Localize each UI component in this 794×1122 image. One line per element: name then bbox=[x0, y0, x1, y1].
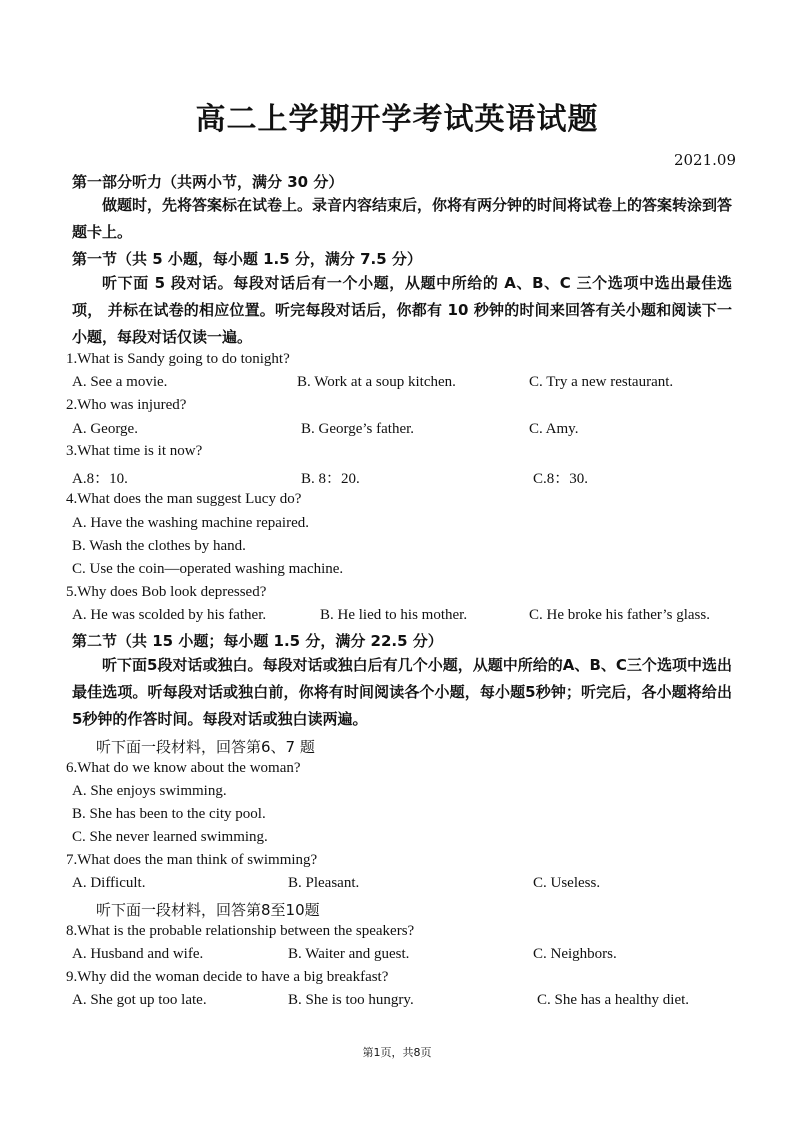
part1-heading: 第一部分听力（共两小节，满分 30 分） bbox=[72, 173, 344, 191]
option-c: C. She never learned swimming. bbox=[72, 829, 268, 845]
option-b: B. Pleasant. bbox=[288, 875, 360, 891]
option-c: C. Useless. bbox=[533, 875, 601, 891]
option-c: C. Amy. bbox=[529, 421, 579, 437]
exam-date: 2021.09 bbox=[673, 151, 736, 169]
option-b: B. She has been to the city pool. bbox=[72, 806, 266, 822]
option-c: C. She has a healthy diet. bbox=[537, 992, 690, 1008]
option-a: A. He was scolded by his father. bbox=[72, 607, 267, 623]
option-c: C. Try a new restaurant. bbox=[529, 374, 674, 390]
question-stem: 1.What is Sandy going to do tonight? bbox=[66, 351, 290, 367]
section1-intro: 听下面 5 段对话。每段对话后有一个小题，从题中所给的 A、B、C 三个选项中选出最佳选项， 并标在试卷的相应位置。听完每段对话后，你都有 10 秒钟的时间来回答有关小题和阅读下一小题，每段对话仅读一遍。 bbox=[72, 274, 732, 346]
option-a: A. She enjoys swimming. bbox=[72, 783, 227, 799]
option-b: B. Work at a soup kitchen. bbox=[297, 374, 456, 390]
option-b: B. 8：20. bbox=[301, 471, 360, 487]
question-stem: 3.What time is it now? bbox=[66, 443, 203, 459]
option-a: A. Have the washing machine repaired. bbox=[72, 515, 309, 531]
part1-intro: 做题时，先将答案标在试卷上。录音内容结束后，你将有两分钟的时间将试卷上的答案转涂到答题卡上。 bbox=[72, 196, 733, 241]
option-a: A. George. bbox=[72, 421, 138, 437]
section2-heading: 第二节（共 15 小题；每小题 1.5 分，满分 22.5 分） bbox=[72, 632, 443, 650]
option-a: A. She got up too late. bbox=[72, 992, 207, 1008]
option-b: B. George’s father. bbox=[301, 421, 415, 437]
option-a: A. Difficult. bbox=[72, 875, 146, 891]
question-stem: 9.Why did the woman decide to have a big breakfast? bbox=[66, 969, 389, 985]
option-b: B. Waiter and guest. bbox=[288, 946, 410, 962]
question-stem: 2.Who was injured? bbox=[66, 397, 187, 413]
option-b: B. Wash the clothes by hand. bbox=[72, 538, 246, 554]
option-a: A. Husband and wife. bbox=[72, 946, 204, 962]
option-b: B. She is too hungry. bbox=[288, 992, 414, 1008]
option-b: B. He lied to his mother. bbox=[320, 607, 468, 623]
listening-note: 听下面一段材料，回答第6、7 题 bbox=[96, 738, 315, 756]
option-c: C. He broke his father’s glass. bbox=[529, 607, 710, 623]
section1-heading: 第一节（共 5 小题，每小题 1.5 分，满分 7.5 分） bbox=[72, 250, 422, 268]
question-stem: 5.Why does Bob look depressed? bbox=[66, 584, 267, 600]
option-c: C. Neighbors. bbox=[533, 946, 617, 962]
page-footer: 第1页，共8页 bbox=[362, 1046, 432, 1059]
question-stem: 4.What does the man suggest Lucy do? bbox=[66, 491, 302, 507]
option-c: C.8：30. bbox=[533, 471, 589, 487]
question-stem: 6.What do we know about the woman? bbox=[66, 760, 301, 776]
page-title: 高二上学期开学考试英语试题 bbox=[195, 102, 599, 137]
question-stem: 8.What is the probable relationship between the speakers? bbox=[66, 923, 415, 939]
option-a: A.8：10. bbox=[72, 471, 128, 487]
option-a: A. See a movie. bbox=[72, 374, 168, 390]
section2-intro: 听下面5段对话或独白。每段对话或独白后有几个小题，从题中所给的A、B、C三个选项中选出最佳选项。听每段对话或独白前，你将有时间阅读各个小题，每小题5秒钟；听完后，各小题将给出5秒钟的作答时间。每段对话或独白读两遍。 bbox=[72, 656, 732, 728]
question-stem: 7.What does the man think of swimming? bbox=[66, 852, 318, 868]
listening-note: 听下面一段材料，回答第8至10题 bbox=[96, 901, 320, 919]
option-c: C. Use the coin—operated washing machine. bbox=[72, 561, 344, 577]
